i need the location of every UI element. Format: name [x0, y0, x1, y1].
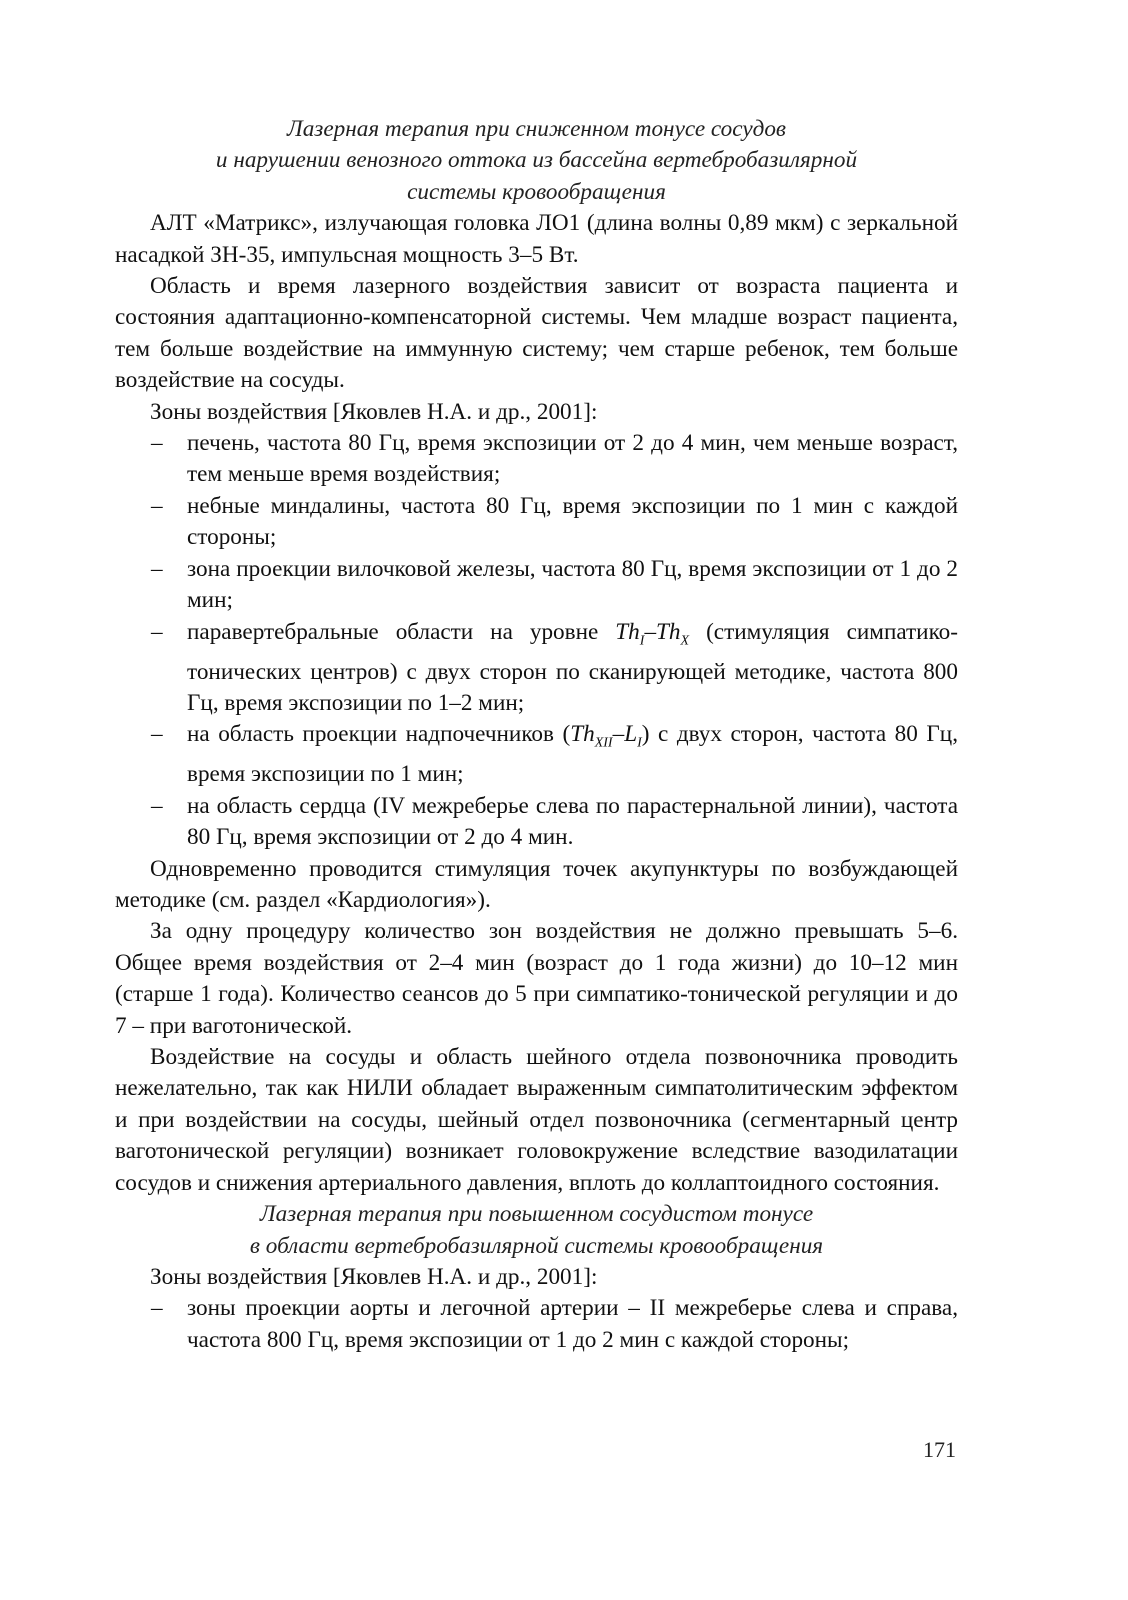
dash-bullet: –	[151, 1295, 163, 1322]
zones-list-2	[115, 1293, 958, 1356]
heading-1-line-1: Лазерная терапия при сниженном тонусе сосудов	[287, 116, 786, 142]
page-body	[115, 114, 958, 1356]
list-item: – зона проекции вилочковой железы, частота 80 Гц, время экспозиции от 1 до 2 мин;	[151, 555, 958, 614]
dash-bullet: –	[151, 492, 163, 519]
paragraph-procedure: За одну процедуру количество зон воздействия не должно превышать 5–6. Общее время воздействия от 2–4 мин (возраст до 1 года жизни) до 10–12 мин (старше 1 года). Количество сеансов до 5 при симпатико-тонической регуляции и до 7 – при ваготонической.	[115, 918, 958, 1039]
dash-bullet: –	[151, 618, 163, 645]
list-item: – на область сердца (IV межреберье слева по парастернальной линии), частота 80 Гц, время экспозиции от 2 до 4 мин.	[151, 792, 958, 851]
vertebra-range: $Th_I-Th_X$	[615, 618, 690, 649]
zones-list-1	[115, 428, 958, 854]
paragraph-cervical: Воздействие на сосуды и область шейного отдела позвоночника проводить нежелательно, так как НИЛИ обладает выраженным симпатолитическим эффектом и при воздействии на сосуды, шейный отдел позвоночника (сегментарный центр ваготонической регуляции) возникает головокружение вследствие вазодилатации сосудов и снижения артериального давления, вплоть до коллаптоидного состояния.	[115, 1044, 958, 1196]
vertebra-range: $Th_{XII}-L_I$	[570, 721, 642, 751]
dash-bullet: –	[151, 721, 163, 748]
paragraph-equipment: АЛТ «Матрикс», излучающая головка ЛО1 (длина волны 0,89 мкм) с зеркальной насадкой ЗН-35, импульсная мощность 3–5 Вт.	[115, 210, 958, 268]
zones-intro-2: Зоны воздействия [Яковлев Н.А. и др., 2001]:	[150, 1263, 598, 1290]
zones-intro-1: Зоны воздействия [Яковлев Н.А. и др., 2001]:	[150, 398, 598, 425]
list-item: – печень, частота 80 Гц, время экспозиции от 2 до 4 мин, чем меньше возраст, тем меньше время воздействия;	[151, 430, 958, 488]
page-number: 171	[923, 1437, 956, 1462]
heading-1-line-2: и нарушении венозного оттока из бассейна вертебробазилярной	[215, 147, 858, 174]
heading-1-line-3: системы кровообращения	[407, 178, 666, 205]
dash-bullet: –	[151, 430, 163, 457]
dash-bullet: –	[151, 555, 163, 582]
list-item: – зоны проекции аорты и легочной артерии – II межреберье слева и справа, частота 800 Гц, время экспозиции от 1 до 2 мин с каждой стороны;	[151, 1295, 958, 1353]
paragraph-area-time: Область и время лазерного воздействия зависит от возраста пациента и состояния адаптационно-компенсаторной системы. Чем младше возраст пациента, тем больше воздействие на иммунную систему; чем старше ребенок, тем больше воздействие на сосуды.	[115, 273, 958, 394]
list-item: – небные миндалины, частота 80 Гц, время экспозиции по 1 мин с каждой стороны;	[151, 492, 958, 551]
paragraph-acupuncture: Одновременно проводится стимуляция точек акупунктуры по возбуждающей методике (см. раздел «Кардиология»).	[115, 855, 958, 914]
list-item: – на область проекции надпочечников $(Th_{XII}-L_I)$ с двух сторон, частота 80 Гц, время экспозиции по 1 мин;	[151, 721, 958, 788]
section-heading-1	[115, 114, 958, 208]
section-heading-2	[115, 1199, 958, 1262]
dash-bullet: –	[151, 792, 163, 819]
heading-2-line-1: Лазерная терапия при повышенном сосудистом тонусе	[259, 1201, 814, 1228]
list-item: – паравертебральные области на уровне $Th_I-Th_X$ (стимуляция симпатико-тонических центров) с двух сторон по сканирующей методике, частота 800 Гц, время экспозиции по 1–2 мин;	[151, 618, 958, 716]
heading-2-line-2: в области вертебробазилярной системы кровообращения	[249, 1232, 824, 1259]
